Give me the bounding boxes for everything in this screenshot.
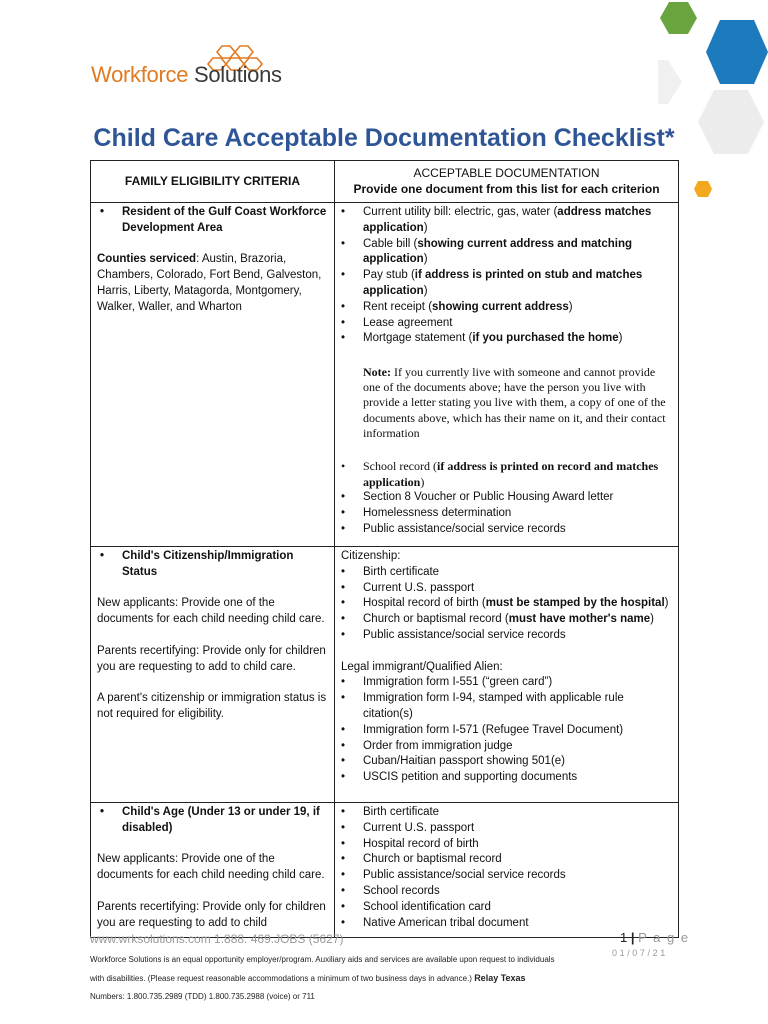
list-item: • Native American tribal document xyxy=(341,916,529,929)
documents-cell-age xyxy=(335,803,679,938)
page-title: Child Care Acceptable Documentation Checklist* xyxy=(93,124,675,152)
table-header-row xyxy=(91,161,679,203)
age-recertifying: Parents recertifying: Provide only for children you are requesting to add to child xyxy=(97,900,326,929)
list-item: • Church or baptismal record (must have mother's name) xyxy=(341,613,654,626)
list-item: • School record (if address is printed on record and matches application) xyxy=(341,458,659,489)
age-new-applicants: New applicants: Provide one of the documents for each child needing child care. xyxy=(97,853,325,882)
list-item: • Public assistance/social service records xyxy=(341,628,566,641)
list-item: • Current utility bill: electric, gas, water (address matches application) xyxy=(341,206,652,234)
header-right-line2: Provide one document from this list for each criterion xyxy=(353,181,660,196)
list-item: • Immigration form I-94, stamped with applicable rule citation(s) xyxy=(341,692,624,720)
residence-docs-list-b xyxy=(341,459,672,538)
list-item: • Immigration form I-551 (“green card”) xyxy=(341,676,553,689)
list-item: • Pay stub (if address is printed on stub and matches application) xyxy=(341,269,643,297)
logo-word-solutions: Solutions xyxy=(193,62,282,86)
list-item: • Public assistance/social service records xyxy=(341,522,566,535)
documents-cell-citizenship xyxy=(335,547,679,803)
documentation-checklist-table xyxy=(90,160,679,938)
header-right-line1: ACCEPTABLE DOCUMENTATION xyxy=(413,165,600,180)
criterion-citizenship: Child's Citizenship/Immigration Status xyxy=(122,550,294,578)
immigrant-label: Legal immigrant/Qualified Alien: xyxy=(341,660,503,673)
table-row xyxy=(91,203,679,547)
header-acceptable-documentation xyxy=(335,161,679,203)
list-item: • Lease agreement xyxy=(341,316,453,329)
list-item: • Rent receipt (showing current address) xyxy=(341,300,573,313)
footer-equal-opportunity: Workforce Solutions is an equal opportunity employer/program. Auxiliary aids and services are available upon request to individuals with disabilities. (Please request reasonable accommodations a minimum of two business days in advance.) Relay Texas Numbers: 1.800.735.2989 (TDD) 1.800.735.2988 (voice) or 711 xyxy=(90,955,555,1001)
criterion-age: Child's Age (Under 13 or under 19, if disabled) xyxy=(122,806,320,834)
list-item: • School identification card xyxy=(341,900,491,913)
documents-cell-residence xyxy=(335,203,679,547)
citizenship-new-applicants: New applicants: Provide one of the documents for each child needing child care. xyxy=(97,597,325,626)
criterion-cell-citizenship: • Child's Citizenship/Immigration Status New applicants: Provide one of the documents for each child needing child care. Parents recertifying: Provide only for children you are requesting to add to child care. A parent's citizenship or immigration status is not required for eligibility. xyxy=(91,547,335,803)
counties-serviced: Counties serviced: Austin, Brazoria, Chambers, Colorado, Fort Bend, Galveston, Harris, Liberty, Matagorda, Montgomery, Walker, Waller, and Wharton xyxy=(97,253,322,313)
list-item: • School records xyxy=(341,884,440,897)
residence-docs-list-a xyxy=(341,205,672,347)
list-item: • Birth certificate xyxy=(341,806,440,818)
list-item: • Current U.S. passport xyxy=(341,581,475,594)
age-docs-list xyxy=(341,805,672,931)
list-item: • USCIS petition and supporting documents xyxy=(341,771,578,784)
list-item: • Order from immigration judge xyxy=(341,739,513,752)
footer-contact-line: www.wrksolutions.com 1.888. 469.JOBS (5627) xyxy=(90,932,344,946)
list-item: • Church or baptismal record xyxy=(341,853,502,866)
citizenship-label: Citizenship: xyxy=(341,550,401,562)
list-item: • Hospital record of birth xyxy=(341,837,479,850)
citizenship-recertifying: Parents recertifying: Provide only for children you are requesting to add to child care. xyxy=(97,644,326,673)
citizenship-docs-list xyxy=(341,565,672,644)
list-item: • Immigration form I-571 (Refugee Travel Document) xyxy=(341,723,624,736)
list-item: • Cable bill (showing current address and matching application) xyxy=(341,237,633,266)
list-item: • Current U.S. passport xyxy=(341,821,475,834)
list-item: • Public assistance/social service records xyxy=(341,869,566,882)
footer-page-number: 1 | P a g e xyxy=(620,930,690,945)
list-item: • Homelessness determination xyxy=(341,507,512,520)
list-item: • Cuban/Haitian passport showing 501(e) xyxy=(341,755,566,768)
criterion-cell-residence: • Resident of the Gulf Coast Workforce Development Area Counties serviced: Austin, Brazoria, Chambers, Colorado, Fort Bend, Galveston, Harris, Liberty, Matagorda, Montgomery, Walker, Waller, and Wharton xyxy=(91,203,335,547)
list-item: • Birth certificate xyxy=(341,565,440,578)
criterion-residence: Resident of the Gulf Coast Workforce Development Area xyxy=(122,206,327,234)
header-family-eligibility: FAMILY ELIGIBILITY CRITERIA xyxy=(91,161,335,203)
immigrant-docs-list xyxy=(341,675,672,786)
list-item: • Section 8 Voucher or Public Housing Award letter xyxy=(341,491,614,504)
logo-word-workforce: Workforce xyxy=(91,62,189,86)
table-row xyxy=(91,803,679,938)
list-item: • Mortgage statement (if you purchased the home) xyxy=(341,332,623,345)
citizenship-parent-note: A parent's citizenship or immigration status is not required for eligibility. xyxy=(97,692,327,720)
residence-note: Note: If you currently live with someone and cannot provide one of the documents above; have the person you live with provide a letter stating you live with them, a copy of one of the documents above, which has their name on it, and their contact information xyxy=(363,364,666,440)
footer-date: 01/07/21 xyxy=(612,948,668,958)
list-item: • Hospital record of birth (must be stamped by the hospital) xyxy=(341,597,669,610)
criterion-cell-age: • Child's Age (Under 13 or under 19, if disabled) New applicants: Provide one of the documents for each child needing child care. Parents recertifying: Provide only for children you are requesting to add to child xyxy=(91,803,335,938)
workforce-solutions-logo xyxy=(91,42,291,86)
table-row xyxy=(91,547,679,803)
